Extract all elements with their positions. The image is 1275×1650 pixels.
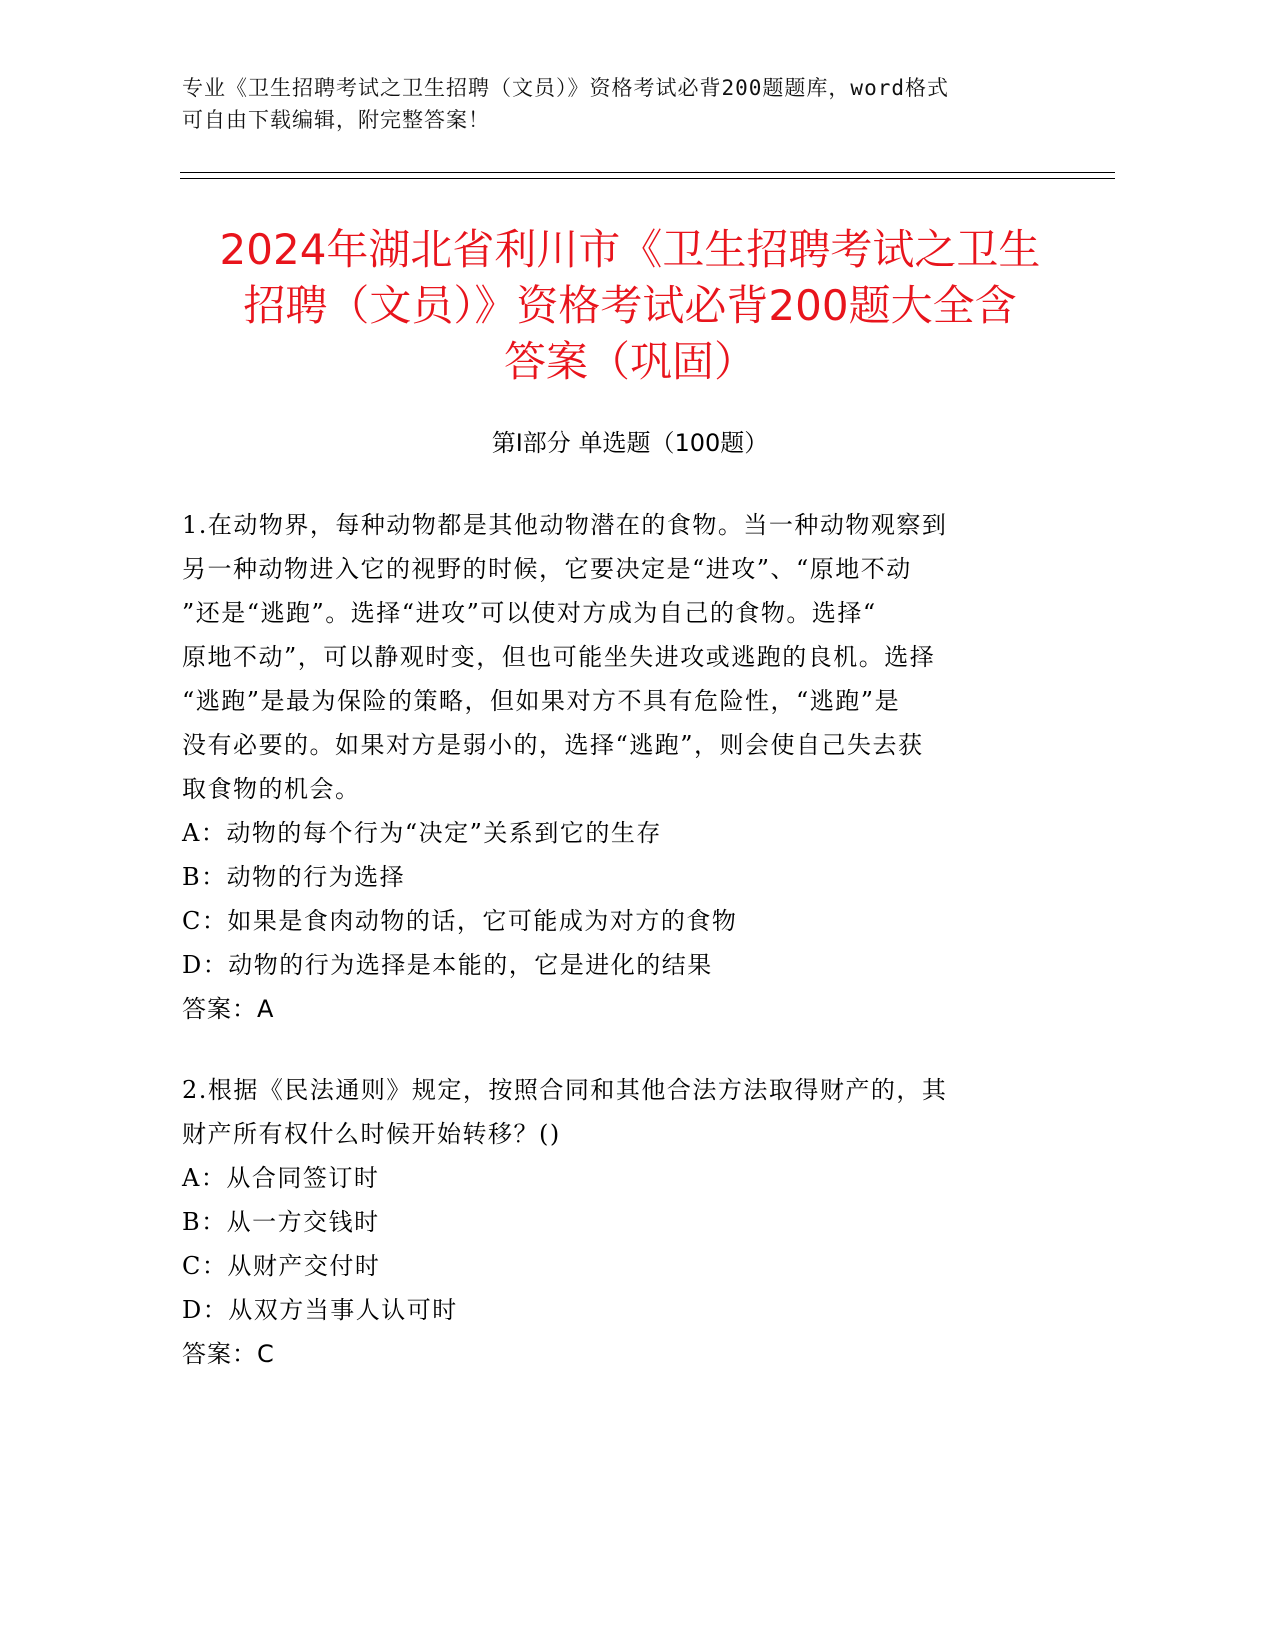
question-stem-line: 取食物的机会。	[182, 775, 361, 803]
divider-line	[180, 178, 1115, 179]
option-d: D：从双方当事人认可时	[182, 1296, 458, 1324]
divider-line	[180, 172, 1115, 173]
option-d: D：动物的行为选择是本能的，它是进化的结果	[182, 951, 713, 979]
question-1	[182, 503, 1042, 1031]
question-stem-line: 另一种动物进入它的视野的时候，它要决定是“进攻”、“原地不动	[182, 555, 912, 583]
title-line: 招聘（文员）》资格考试必背200题大全含	[243, 281, 1017, 330]
option-b: B：动物的行为选择	[182, 863, 406, 891]
option-c: C：从财产交付时	[182, 1252, 381, 1280]
question-stem-line: 没有必要的。如果对方是弱小的，选择“逃跑”，则会使自己失去获	[182, 731, 924, 759]
header-note-line: 专业《卫生招聘考试之卫生招聘（文员）》资格考试必背200题题库，word格式	[182, 76, 949, 100]
title-line: 2024年湖北省利川市《卫生招聘考试之卫生	[219, 225, 1041, 274]
question-stem-line: 1.在动物界，每种动物都是其他动物潜在的食物。当一种动物观察到	[182, 511, 948, 539]
question-stem-line: 原地不动”，可以静观时变，但也可能坐失进攻或逃跑的良机。选择	[182, 643, 936, 671]
question-2	[182, 1068, 1042, 1376]
document-title	[160, 222, 1100, 390]
header-note	[182, 72, 1042, 136]
title-line: 答案（巩固）	[503, 337, 756, 386]
answer: 答案：C	[182, 1340, 275, 1368]
question-stem-line: “逃跑”是最为保险的策略，但如果对方不具有危险性，“逃跑”是	[182, 687, 901, 715]
option-a: A：从合同签订时	[182, 1164, 380, 1192]
option-a: A：动物的每个行为“决定”关系到它的生存	[182, 819, 662, 847]
option-c: C：如果是食肉动物的话，它可能成为对方的食物	[182, 907, 738, 935]
question-stem-line: 2.根据《民法通则》规定，按照合同和其他合法方法取得财产的，其	[182, 1076, 948, 1104]
question-stem-line: ”还是“逃跑”。选择“进攻”可以使对方成为自己的食物。选择“	[182, 599, 877, 627]
header-note-line: 可自由下载编辑，附完整答案！	[182, 108, 490, 132]
answer: 答案：A	[182, 995, 275, 1023]
section-heading: 第Ⅰ部分 单选题（100题）	[491, 429, 769, 457]
option-b: B：从一方交钱时	[182, 1208, 380, 1236]
question-stem-line: 财产所有权什么时候开始转移？()	[182, 1120, 561, 1148]
